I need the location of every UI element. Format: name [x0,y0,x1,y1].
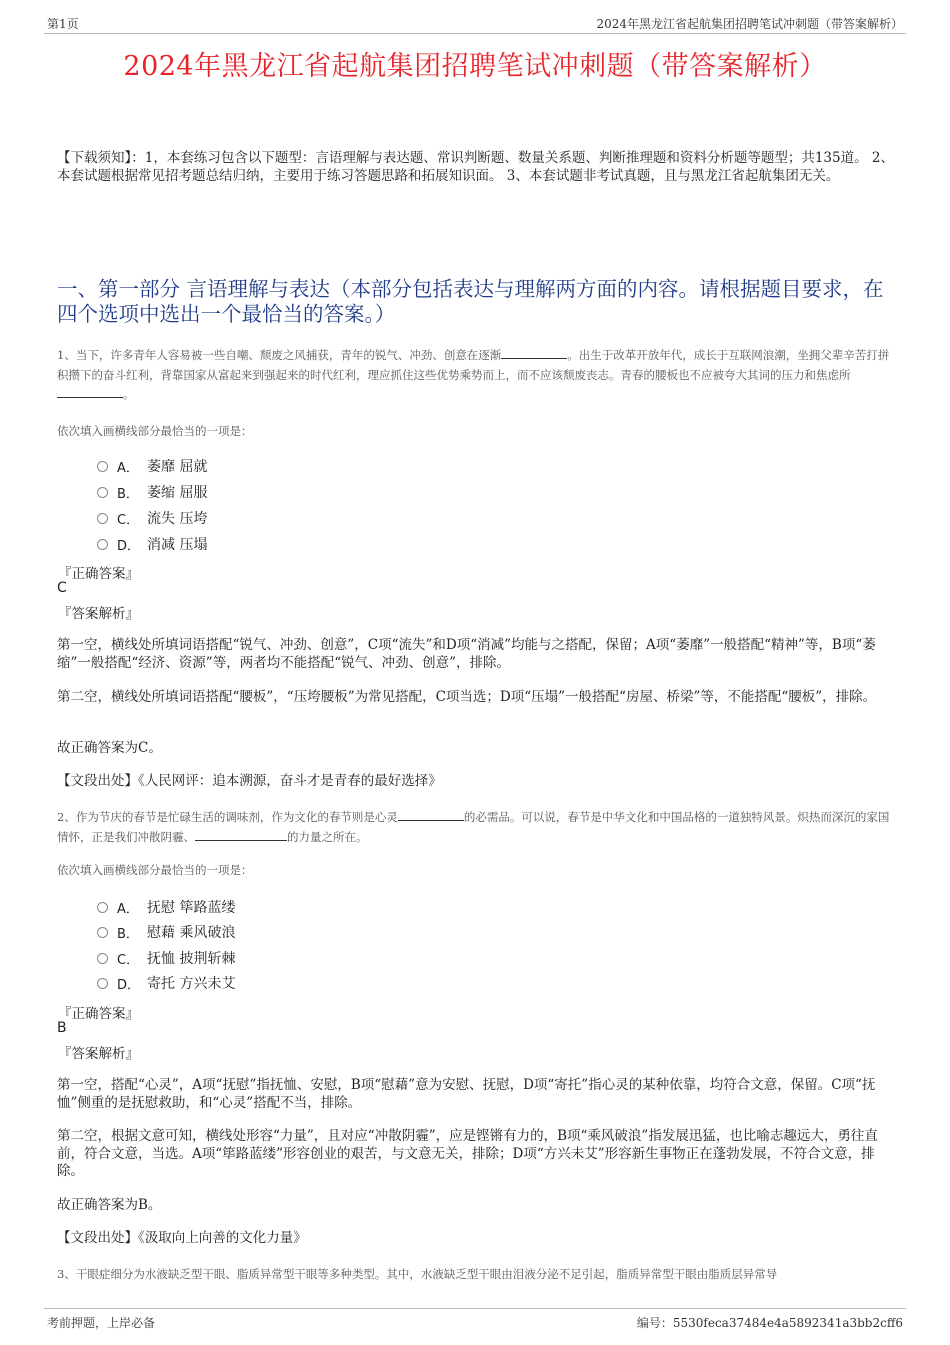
option-c[interactable] [97,508,207,528]
analysis-label: 『答案解析』 [58,606,139,622]
option-text: 萎靡 屈就 [147,459,208,475]
radio-icon[interactable] [97,927,108,938]
radio-icon[interactable] [97,487,108,498]
answer-blank [57,385,123,398]
stem-text: 的力量之所在。 [287,829,368,844]
option-c[interactable] [97,948,235,968]
option-letter: D． [117,977,141,993]
correct-answer: B [57,1020,67,1036]
source-citation: 【文段出处】《人民网评：追本溯源，奋斗才是青春的最好选择》 [57,773,442,789]
correct-answer: C [57,580,67,596]
download-notice: 【下载须知】：1，本套练习包含以下题型：言语理解与表达题、常识判断题、数量关系题、判断推理题和资料分析题等题型；共135道。 2、本套试题根据常见招考题总结归纳，主要用于练习答题思路和拓展知识面。 3、本套试题非考试真题，且与黑龙江省起航集团无关。 [57,150,894,184]
page-number: 第1页 [47,17,79,31]
analysis-paragraph: 第二空，根据文意可知，横线处形容“力量”，且对应“冲散阴霾”，应是铿锵有力的，B项“乘风破浪”指发展迅猛，也比喻志趣远大，勇往直前，符合文意，当选。A项“筚路蓝缕”形容创业的艰苦，与文意无关，排除；D项“方兴未艾”形容新生事物正在蓬勃发展，不符合文意，排除。 [57,1128,878,1179]
question-prompt: 依次填入画横线部分最恰当的一项是： [57,863,253,877]
option-letter: C． [117,512,140,528]
option-letter: B． [117,926,139,942]
answer-blank [398,808,464,821]
footer-slogan: 考前押题，上岸必备 [47,1316,156,1330]
analysis-paragraph: 第一空，横线处所填词语搭配“锐气、冲劲、创意”，C项“流失”和D项“消减”均能与之搭配，保留；A项“萎靡”一般搭配“精神”等，B项“萎缩”一般搭配“经济、资源”等，两者均不能搭配“锐气、冲劲、创意”，排除。 [57,637,876,671]
answer-blank [195,828,287,841]
analysis-paragraph: 故正确答案为B。 [57,1197,162,1213]
radio-icon[interactable] [97,513,108,524]
option-text: 抚慰 筚路蓝缕 [147,900,236,916]
option-text: 消减 压塌 [147,537,208,553]
option-text: 抚恤 披荆斩棘 [147,951,236,967]
header-doc-title: 2024年黑龙江省起航集团招聘笔试冲刺题（带答案解析） [596,17,903,31]
stem-text: 1、当下，许多青年人容易被一些自嘲、颓废之风捕获，青年的锐气、冲劲、创意在逐渐 [57,348,502,362]
option-letter: D． [117,538,141,554]
option-b[interactable] [97,482,207,502]
analysis-paragraph: 第一空，搭配“心灵”，A项“抚慰”指抚恤、安慰，B项“慰藉”意为安慰、抚慰，D项“寄托”指心灵的某种依靠，均符合文意，保留。C项“抚恤”侧重的是抚慰救助，和“心灵”搭配不当，排除。 [57,1077,876,1111]
option-b[interactable] [97,922,235,942]
correct-answer-label: 『正确答案』 [58,1006,139,1022]
question-stem [57,808,895,847]
stem-text: 的必需品。可以说，春节是中华文化和中国品格的一道独特风景。炽热而深沉的家国情怀，正是我们冲散阴霾、 [57,810,890,844]
option-text: 流失 压垮 [147,511,208,527]
option-d[interactable] [97,534,207,554]
option-text: 慰藉 乘风破浪 [147,925,236,941]
option-letter: A． [117,460,139,476]
radio-icon[interactable] [97,461,108,472]
answer-blank [501,346,567,359]
stem-text: 3、干眼症细分为水液缺乏型干眼、脂质异常型干眼等多种类型。其中，水液缺乏型干眼由泪液分泌不足引起，脂质异常型干眼由脂质层异常导 [57,1267,778,1281]
stem-text: 。 [123,387,135,401]
option-text: 萎缩 屈服 [147,485,208,501]
page-title: 2024年黑龙江省起航集团招聘笔试冲刺题（带答案解析） [123,51,827,82]
stem-text: 。出生于改革开放年代，成长于互联网浪潮，坐拥父辈辛苦打拼积攒下的奋斗红利，背靠国家从富起来到强起来的时代红利，理应抓住这些优势乘势而上，而不应该颓废丧志。青春的腰板也不应被夸大其词的压力和焦虑所 [57,348,890,382]
radio-icon[interactable] [97,539,108,550]
analysis-paragraph: 第二空，横线处所填词语搭配“腰板”，“压垮腰板”为常见搭配，C项当选；D项“压塌”一般搭配“房屋、桥梁”等，不能搭配“腰板”，排除。 [57,689,877,705]
option-d[interactable] [97,973,235,993]
option-a[interactable] [97,456,207,476]
correct-answer-label: 『正确答案』 [58,566,139,582]
radio-icon[interactable] [97,953,108,964]
option-letter: C． [117,952,140,968]
question-stem [57,1265,895,1285]
stem-text: 2、作为节庆的春节是忙碌生活的调味剂，作为文化的春节则是心灵 [57,810,398,824]
option-a[interactable] [97,897,235,917]
option-letter: B． [117,486,139,502]
header-divider [44,33,906,34]
section-heading: 一、第一部分 言语理解与表达（本部分包括表达与理解两方面的内容。请根据题目要求，在四个选项中选出一个最恰当的答案。） [57,277,884,326]
footer-divider [44,1308,906,1309]
question-stem [57,346,895,405]
analysis-label: 『答案解析』 [58,1046,139,1062]
source-citation: 【文段出处】《汲取向上向善的文化力量》 [57,1230,307,1246]
radio-icon[interactable] [97,978,108,989]
analysis-paragraph: 故正确答案为C。 [57,740,162,756]
radio-icon[interactable] [97,902,108,913]
footer-serial: 编号：5530feca37484e4a5892341a3bb2cff6 [636,1316,903,1330]
question-prompt: 依次填入画横线部分最恰当的一项是： [57,424,253,438]
option-text: 寄托 方兴未艾 [147,976,236,992]
option-letter: A． [117,901,139,917]
